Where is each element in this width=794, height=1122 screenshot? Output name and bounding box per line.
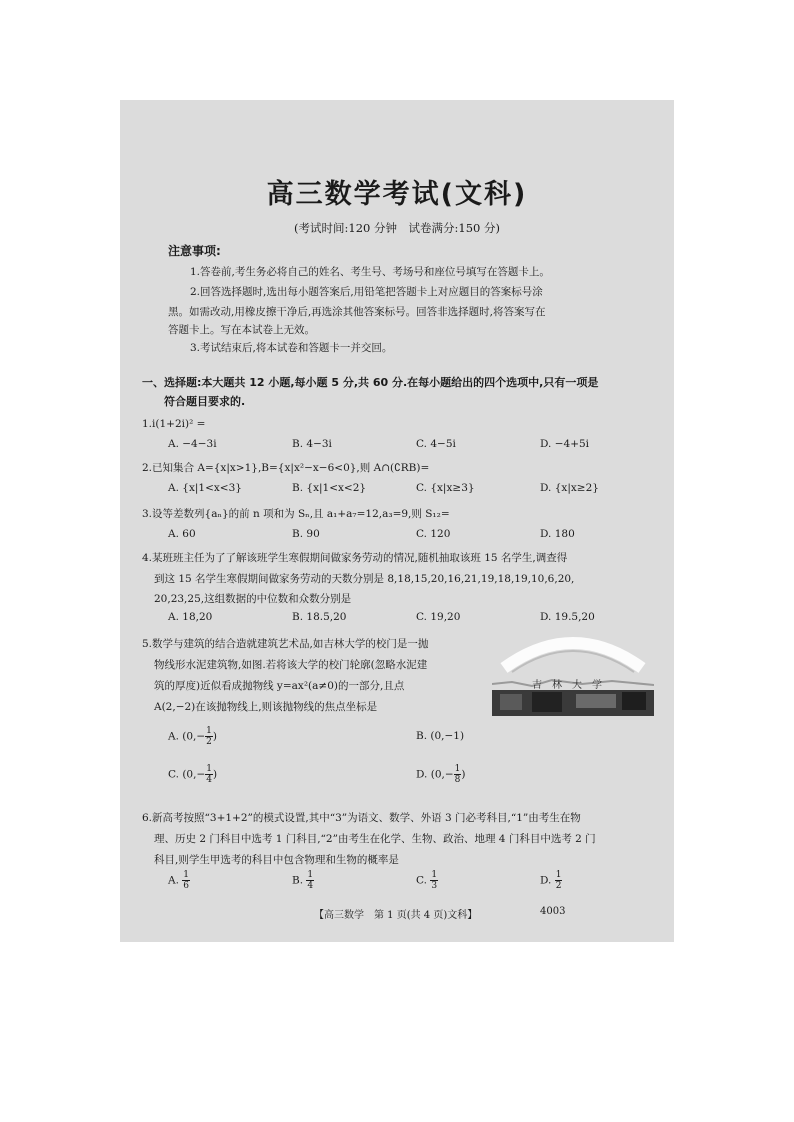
- fraction: [555, 870, 563, 891]
- question-5-stem-cont: 筑的厚度)近似看成抛物线 y=ax²(a≠0)的一部分,且点: [154, 680, 405, 692]
- question-1-stem: 1.i(1+2i)² =: [142, 418, 206, 430]
- fraction-denominator: 4: [307, 881, 314, 891]
- question-4-stem-cont: 到这 15 名学生寒假期间做家务劳动的天数分别是 8,18,15,20,16,21,19,18,19,10,6,20,: [154, 573, 575, 585]
- question-3-option-a: A. 60: [168, 528, 196, 540]
- question-2-option-a: A. {x|1<x<3}: [168, 482, 242, 494]
- fraction: [306, 870, 314, 891]
- paper-code: 4003: [540, 906, 566, 917]
- question-2-option-c: C. {x|x≥3}: [416, 482, 475, 494]
- question-5-option-a: [168, 726, 217, 747]
- question-1-option-a: A. −4−3i: [168, 438, 217, 450]
- fraction-denominator: 2: [555, 881, 562, 891]
- fraction-denominator: 4: [206, 775, 212, 785]
- fraction-numerator: 1: [206, 764, 212, 774]
- question-3-option-c: C. 120: [416, 528, 451, 540]
- question-5-option-d-prefix: D. (0,−: [416, 768, 454, 781]
- question-1-option-d: D. −4+5i: [540, 438, 590, 450]
- question-6-option-c: [416, 870, 438, 891]
- question-2-stem: 2.已知集合 A={x|x>1},B={x|x²−x−6<0},则 A∩(∁RB)=: [142, 462, 430, 474]
- question-6-option-b-prefix: B.: [292, 874, 307, 887]
- question-6-option-a: [168, 870, 190, 891]
- notice-line: 黑。如需改动,用橡皮擦干净后,再选涂其他答案标号。回答非选择题时,将答案写在: [168, 306, 546, 318]
- question-2-option-b: B. {x|1<x<2}: [292, 482, 367, 494]
- section-heading: 一、选择题:本大题共 12 小题,每小题 5 分,共 60 分.在每小题给出的四个选项中,只有一项是: [142, 376, 599, 389]
- question-5-option-d-suffix: ): [461, 768, 466, 781]
- notice-heading: 注意事项:: [168, 244, 221, 258]
- question-5-option-a-prefix: A. (0,−: [168, 730, 206, 743]
- fraction: [205, 726, 213, 747]
- fraction-denominator: 8: [454, 775, 461, 785]
- fraction-numerator: 1: [431, 870, 438, 880]
- exam-title: 高三数学考试(文科): [266, 179, 528, 210]
- notice-line: 2.回答选择题时,选出每小题答案后,用铅笔把答题卡上对应题目的答案标号涂: [190, 286, 543, 298]
- question-3-option-b: B. 90: [292, 528, 320, 540]
- question-6-stem: 6.新高考按照“3+1+2”的模式设置,其中“3”为语文、数学、外语 3 门必考科目,“1”由考生在物: [142, 812, 581, 824]
- fraction-numerator: 1: [206, 726, 212, 736]
- question-4-option-a: A. 18,20: [168, 611, 213, 623]
- question-6-stem-cont: 理、历史 2 门科目中选考 1 门科目,“2”由考生在化学、生物、政治、地理 4 门科目中选考 2 门: [154, 833, 596, 845]
- notice-line: 1.答卷前,考生务必将自己的姓名、考生号、考场号和座位号填写在答题卡上。: [190, 266, 550, 278]
- fraction-numerator: 1: [183, 870, 189, 880]
- question-5-option-b: B. (0,−1): [416, 730, 465, 742]
- fraction-denominator: 3: [431, 881, 438, 891]
- question-1-option-c: C. 4−5i: [416, 438, 456, 450]
- question-5-option-c: [168, 764, 217, 785]
- question-4-option-d: D. 19.5,20: [540, 611, 595, 623]
- fraction: [182, 870, 190, 891]
- question-3-stem: 3.设等差数列{aₙ}的前 n 项和为 Sₙ,且 a₁+a₇=12,a₃=9,则 S₁₂=: [142, 508, 450, 520]
- question-5-stem: 5.数学与建筑的结合造就建筑艺术品,如吉林大学的校门是一抛: [142, 638, 429, 650]
- photo-caption: 吉 林 大 学: [532, 680, 602, 691]
- question-3-option-d: D. 180: [540, 528, 575, 540]
- question-4-option-b: B. 18.5,20: [292, 611, 347, 623]
- question-6-option-b: [292, 870, 314, 891]
- question-5-option-c-suffix: ): [212, 768, 218, 781]
- question-5-option-c-prefix: C. (0,−: [168, 768, 206, 781]
- page-footer: 【高三数学 第 1 页(共 4 页)文科】: [314, 910, 478, 921]
- question-6-option-d: [540, 870, 562, 891]
- question-4-stem-cont: 20,23,25,这组数据的中位数和众数分别是: [154, 593, 352, 605]
- question-6-option-a-prefix: A.: [168, 874, 183, 887]
- university-gate-photo: [492, 628, 654, 726]
- fraction-numerator: 1: [307, 870, 314, 880]
- fraction-numerator: 1: [454, 764, 461, 774]
- fraction: [205, 764, 213, 785]
- question-4-option-c: C. 19,20: [416, 611, 461, 623]
- question-2-option-d: D. {x|x≥2}: [540, 482, 599, 494]
- notice-line: 3.考试结束后,将本试卷和答题卡一并交回。: [190, 342, 393, 354]
- fraction-denominator: 2: [206, 737, 212, 747]
- fraction: [430, 870, 438, 891]
- fraction-numerator: 1: [555, 870, 562, 880]
- question-4-stem: 4.某班班主任为了了解该班学生寒假期间做家务劳动的情况,随机抽取该班 15 名学生,调查得: [142, 552, 568, 564]
- question-1-option-b: B. 4−3i: [292, 438, 332, 450]
- question-5-stem-cont: A(2,−2)在该抛物线上,则该抛物线的焦点坐标是: [154, 701, 378, 713]
- question-5-option-a-suffix: ): [212, 730, 218, 743]
- question-6-stem-cont: 科目,则学生甲选考的科目中包含物理和生物的概率是: [154, 854, 399, 866]
- fraction-denominator: 6: [183, 881, 189, 891]
- question-5-option-d: [416, 764, 465, 785]
- section-heading-cont: 符合题目要求的.: [164, 395, 246, 408]
- exam-paper: [120, 100, 674, 942]
- question-6-option-d-prefix: D.: [540, 874, 555, 887]
- notice-line: 答题卡上。写在本试卷上无效。: [168, 324, 315, 336]
- question-5-stem-cont: 物线形水泥建筑物,如图.若将该大学的校门轮廓(忽略水泥建: [154, 659, 428, 671]
- question-6-option-c-prefix: C.: [416, 874, 431, 887]
- exam-subtitle: (考试时间:120 分钟 试卷满分:150 分): [294, 221, 500, 235]
